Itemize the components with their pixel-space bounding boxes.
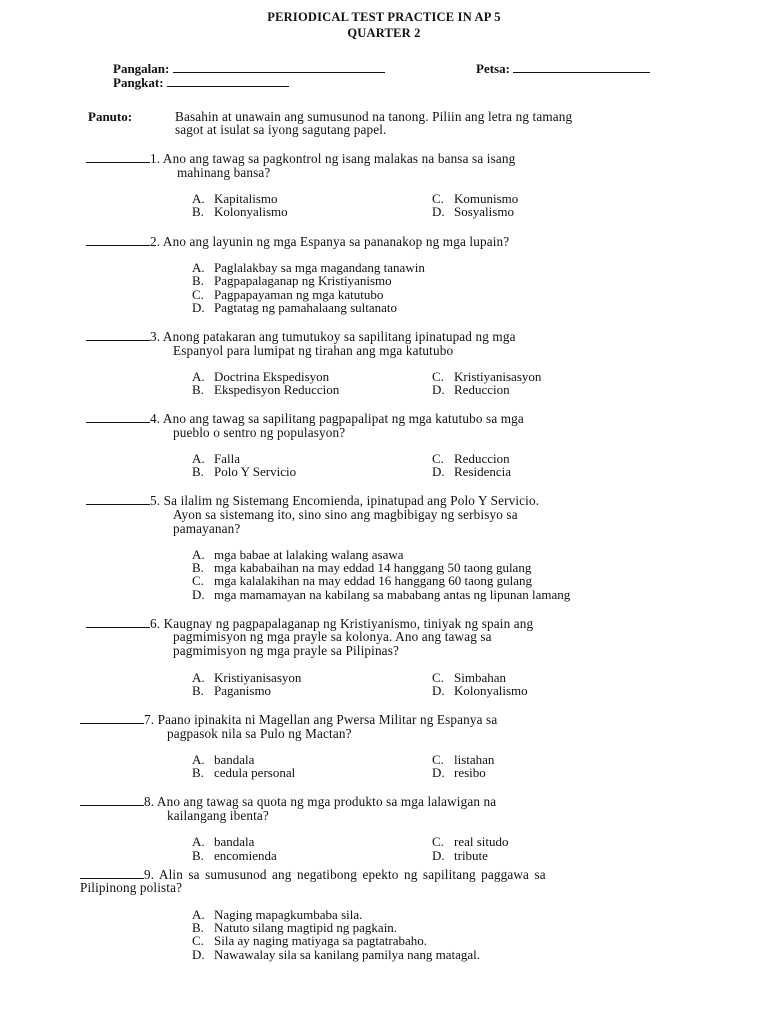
answer-blank bbox=[86, 411, 150, 423]
answer-blank bbox=[86, 329, 150, 341]
question-text-cont: pamayanan? bbox=[173, 521, 241, 536]
option-d: D. mga mamamayan na kabilang sa mababang antas ng lipunan lamang bbox=[192, 587, 571, 602]
question-text: 7. Paano ipinakita ni Magellan ang Pwersa Militar ng Espanya sa bbox=[144, 712, 498, 727]
question-text: 6. Kaugnay ng pagpapalaganap ng Kristiyanismo, tiniyak ng spain ang bbox=[150, 616, 534, 631]
option-c: C. Komunismo bbox=[432, 191, 519, 206]
question-5 bbox=[86, 493, 539, 508]
question-4 bbox=[86, 411, 524, 426]
question-text: 5. Sa ilalim ng Sistemang Encomienda, ipinatupad ang Polo Y Servicio. bbox=[150, 493, 540, 508]
answer-blank bbox=[80, 867, 144, 879]
question-text: 1. Ano ang tawag sa pagkontrol ng isang malakas na bansa sa isang bbox=[150, 151, 516, 166]
option-b: B. Kolonyalismo bbox=[192, 204, 288, 219]
option-a: A. Doctrina Ekspedisyon bbox=[192, 369, 330, 384]
option-b: B. encomienda bbox=[192, 848, 277, 863]
name-label: Pangalan: bbox=[113, 61, 170, 76]
option-d: D. Residencia bbox=[432, 464, 512, 479]
question-text-cont: Pilipinong polista? bbox=[80, 880, 183, 895]
answer-blank bbox=[86, 234, 150, 246]
option-a: A. Kapitalismo bbox=[192, 191, 278, 206]
instructions-line-2: sagot at isulat sa iyong sagutang papel. bbox=[175, 122, 387, 137]
date-blank bbox=[513, 61, 650, 73]
page-title: PERIODICAL TEST PRACTICE IN AP 5 bbox=[267, 10, 501, 24]
option-b: B. Natuto silang magtipid ng pagkain. bbox=[192, 920, 398, 935]
question-text: 4. Ano ang tawag sa sapilitang pagpapalipat ng mga katutubo sa mga bbox=[150, 411, 524, 426]
answer-blank bbox=[86, 493, 150, 505]
question-7 bbox=[80, 712, 497, 727]
question-text-cont: Espanyol para lumipat ng tirahan ang mga katutubo bbox=[173, 343, 454, 358]
question-text: 3. Anong patakaran ang tumutukoy sa sapilitang ipinatupad ng mga bbox=[150, 329, 516, 344]
page-subtitle: QUARTER 2 bbox=[347, 26, 421, 40]
option-d: D. Nawawalay sila sa kanilang pamilya nang matagal. bbox=[192, 947, 481, 962]
option-c: C. Simbahan bbox=[432, 670, 506, 685]
option-d: D. tribute bbox=[432, 848, 488, 863]
option-d: D. Reduccion bbox=[432, 382, 510, 397]
section-label: Pangkat: bbox=[113, 75, 164, 90]
question-text-cont: pueblo o sentro ng populasyon? bbox=[173, 425, 346, 440]
option-a: A. Naging mapagkumbaba sila. bbox=[192, 907, 363, 922]
question-text: 9. Alin sa sumusunod ang negatibong epekto ng sapilitang paggawa sa bbox=[144, 867, 546, 882]
option-c: C. Pagpapayaman ng mga katutubo bbox=[192, 287, 384, 302]
option-c: C. mga kalalakihan na may eddad 16 hanggang 60 taong gulang bbox=[192, 573, 533, 588]
option-b: B. mga kababaihan na may eddad 14 hanggang 50 taong gulang bbox=[192, 560, 532, 575]
answer-blank bbox=[86, 616, 150, 628]
section-field bbox=[113, 75, 289, 90]
question-text-cont: pagmimisyon ng mga prayle sa Pilipinas? bbox=[173, 643, 399, 658]
option-b: B. cedula personal bbox=[192, 765, 296, 780]
option-c: C. Kristiyanisasyon bbox=[432, 369, 542, 384]
option-a: A. Kristiyanisasyon bbox=[192, 670, 302, 685]
question-text-cont: kailangang ibenta? bbox=[167, 808, 269, 823]
option-b: B. Polo Y Servicio bbox=[192, 464, 297, 479]
instructions-line-1: Basahin at unawain ang sumusunod na tanong. Piliin ang letra ng tamang bbox=[175, 109, 573, 124]
option-d: D. Kolonyalismo bbox=[432, 683, 528, 698]
option-b: B. Pagpapalaganap ng Kristiyanismo bbox=[192, 273, 392, 288]
option-b: B. Paganismo bbox=[192, 683, 272, 698]
option-a: A. Falla bbox=[192, 451, 240, 466]
section-blank bbox=[167, 75, 289, 87]
date-label: Petsa: bbox=[476, 61, 510, 76]
option-c: C. listahan bbox=[432, 752, 495, 767]
option-c: C. real situdo bbox=[432, 834, 509, 849]
instructions-label: Panuto: bbox=[88, 109, 133, 124]
question-text-cont: mahinang bansa? bbox=[177, 165, 271, 180]
option-a: A. mga babae at lalaking walang asawa bbox=[192, 547, 404, 562]
option-c: C. Reduccion bbox=[432, 451, 510, 466]
question-text-cont: Ayon sa sistemang ito, sino sino ang magbibigay ng serbisyo sa bbox=[173, 507, 518, 522]
option-a: A. bandala bbox=[192, 752, 255, 767]
option-c: C. Sila ay naging matiyaga sa pagtatrabaho. bbox=[192, 933, 427, 948]
question-3 bbox=[86, 329, 516, 344]
question-2 bbox=[86, 234, 509, 249]
question-text: 8. Ano ang tawag sa quota ng mga produkto sa mga lalawigan na bbox=[144, 794, 497, 809]
question-text: 2. Ano ang layunin ng mga Espanya sa pananakop ng mga lupain? bbox=[150, 234, 510, 249]
option-d: D. resibo bbox=[432, 765, 486, 780]
question-1 bbox=[86, 151, 515, 166]
answer-blank bbox=[80, 794, 144, 806]
option-d: D. Sosyalismo bbox=[432, 204, 514, 219]
option-a: A. Paglalakbay sa mga magandang tanawin bbox=[192, 260, 425, 275]
answer-blank bbox=[80, 712, 144, 724]
question-text-cont: pagpasok nila sa Pulo ng Mactan? bbox=[167, 726, 352, 741]
date-field bbox=[476, 61, 650, 76]
question-text-cont: pagmimisyon ng mga prayle sa kolonya. Ano ang tawag sa bbox=[173, 629, 492, 644]
option-b: B. Ekspedisyon Reduccion bbox=[192, 382, 340, 397]
question-8 bbox=[80, 794, 496, 809]
name-blank bbox=[173, 61, 385, 73]
option-d: D. Pagtatag ng pamahalaang sultanato bbox=[192, 300, 398, 315]
answer-blank bbox=[86, 151, 150, 163]
name-field bbox=[113, 61, 385, 76]
option-a: A. bandala bbox=[192, 834, 255, 849]
